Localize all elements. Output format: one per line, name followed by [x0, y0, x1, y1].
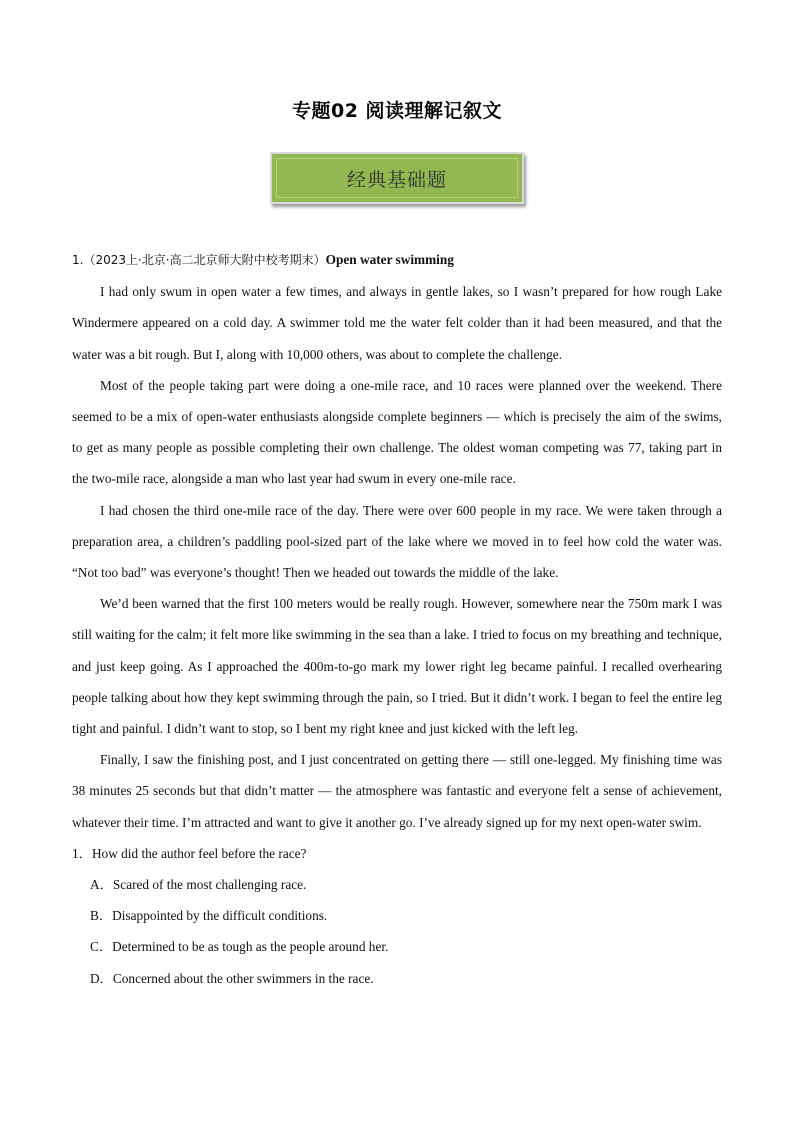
answer-option-d: D．Concerned about the other swimmers in the race.	[90, 970, 374, 986]
passage-paragraph: Most of the people taking part were doing a one-mile race, and 10 races were planned over the weekend. There seemed to be a mix of open-water enthusiasts alongside complete beginners — which is precisely the aim of the swims, to get as many people as possible completing their own challenge. The oldest woman competing was 77, taking part in the two-mile race, alongside a man who last year had swum in every one-mile race.	[72, 377, 722, 487]
passage-title: Open water swimming	[325, 252, 454, 267]
document-title: 专题02 阅读理解记叙文	[291, 100, 503, 122]
passage-paragraph: I had only swum in open water a few times, and always in gentle lakes, so I wasn’t prepared for how rough Lake Windermere appeared on a cold day. A swimmer told me the water felt colder than it had been measured, and that the water was a bit rough. But I, along with 10,000 others, was about to complete the challenge.	[72, 284, 722, 362]
section-banner	[270, 152, 524, 204]
answer-option-a: A．Scared of the most challenging race.	[90, 877, 307, 893]
answer-option-c: C．Determined to be as tough as the people around her.	[90, 939, 389, 955]
section-banner-label: 经典基础题	[346, 168, 447, 191]
passage-paragraph: I had chosen the third one-mile race of the day. There were over 600 people in my race. We were taken through a preparation area, a children’s paddling pool-sized part of the lake where we moved in to feel how cold the water was. “Not too bad” was everyone’s thought! Then we headed out towards the middle of the lake.	[72, 502, 722, 581]
question-source: 1.（2023上·北京·高二北京师大附中校考期末）	[72, 253, 326, 267]
question-content	[72, 244, 722, 994]
question-stem: 1．How did the author feel before the race?	[72, 845, 307, 861]
passage-paragraph: Finally, I saw the finishing post, and I just concentrated on getting there — still one-legged. My finishing time was 38 minutes 25 seconds but that didn’t matter — the atmosphere was fantastic and everyone felt a sense of achievement, whatever their time. I’m attracted and want to give it another go. I’ve already signed up for my next open-water swim.	[72, 752, 722, 830]
question-header	[72, 244, 722, 276]
answer-option-b: B．Disappointed by the difficult conditions.	[90, 908, 328, 924]
passage-paragraph: We’d been warned that the first 100 meters would be really rough. However, somewhere near the 750m mark I was still waiting for the calm; it felt more like swimming in the sea than a lake. I tried to focus on my breathing and technique, and just keep going. As I approached the 400m-to-go mark my lower right leg became painful. I recalled overhearing people talking about how they kept swimming through the pain, so I tried. But it didn’t work. I began to feel the entire leg tight and painful. I didn’t want to stop, so I bent my right knee and just kicked with the left leg.	[72, 596, 722, 737]
